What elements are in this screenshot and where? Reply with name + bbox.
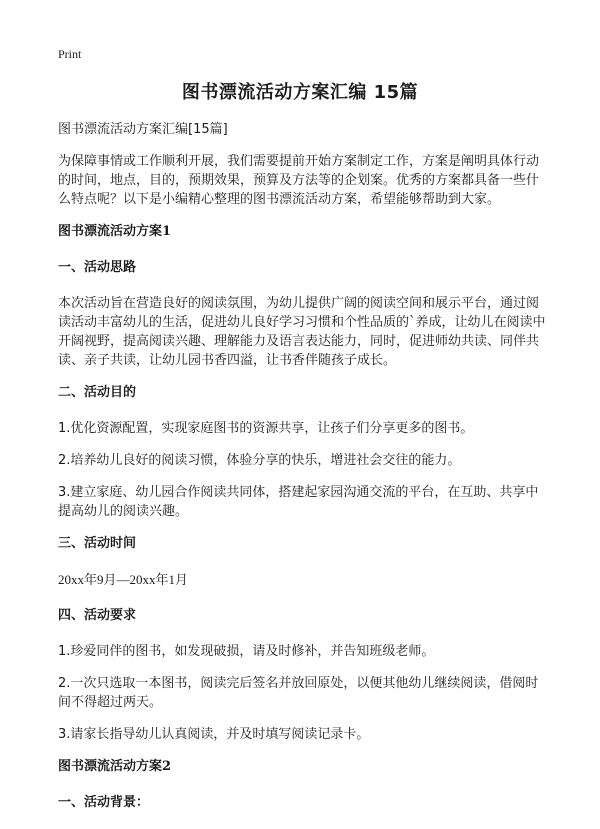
requirement-item: 1.珍爱同伴的图书，如发现破损，请及时修补，并告知班级老师。	[58, 644, 435, 659]
plan1-heading: 图书漂流活动方案1	[58, 224, 172, 239]
plan2-heading: 图书漂流活动方案2	[58, 759, 172, 774]
purpose-item: 2.培养幼儿良好的阅读习惯，体验分享的快乐，增进社会交往的能力。	[58, 453, 461, 468]
requirement-item: 2.一次只选取一本图书，阅读完后签名并放回原处，以便其他幼儿继续阅读，借阅时间不得超过两天。	[58, 676, 539, 710]
document-subtitle: 图书漂流活动方案汇编[15篇]	[58, 122, 228, 137]
section-heading-requirements: 四、活动要求	[58, 608, 137, 623]
section-heading-time: 三、活动时间	[58, 536, 137, 551]
intro-paragraph: 为保障事情或工作顺利开展，我们需要提前开始方案制定工作，方案是阐明具体行动的时间，地点，目的，预期效果，预算及方法等的企划案。优秀的方案都具备一些什么特点呢？以下是小编精心整理的图书漂流活动方案，希望能够帮助到大家。	[58, 154, 540, 207]
page-title: 图书漂流活动方案汇编 15篇	[181, 82, 419, 103]
requirement-item: 3.请家长指导幼儿认真阅读，并及时填写阅读记录卡。	[58, 727, 370, 742]
section-heading-background: 一、活动背景：	[58, 795, 150, 810]
print-link[interactable]: Print	[58, 47, 82, 61]
section-heading-purpose: 二、活动目的	[58, 385, 137, 400]
purpose-item: 1.优化资源配置，实现家庭图书的资源共享，让孩子们分享更多的图书。	[58, 421, 474, 436]
section-heading-ideas: 一、活动思路	[58, 260, 137, 275]
ideas-paragraph: 本次活动旨在营造良好的阅读氛围，为幼儿提供广阔的阅读空间和展示平台，通过阅读活动丰富幼儿的生活，促进幼儿良好学习习惯和个性品质的`养成，让幼儿在阅读中开阔视野，提高阅读兴趣、理解能力及语言表达能力，同时，促进师幼共读、同伴共读、亲子共读，让幼儿园书香四溢，让书香伴随孩子成长。	[58, 296, 546, 368]
activity-time: 20xx年9月—20xx年1月	[58, 572, 189, 587]
document-body	[58, 120, 548, 829]
purpose-item: 3.建立家庭、幼儿园合作阅读共同体，搭建起家园沟通交流的平台，在互助、共享中提高幼儿的阅读兴趣。	[58, 485, 539, 519]
